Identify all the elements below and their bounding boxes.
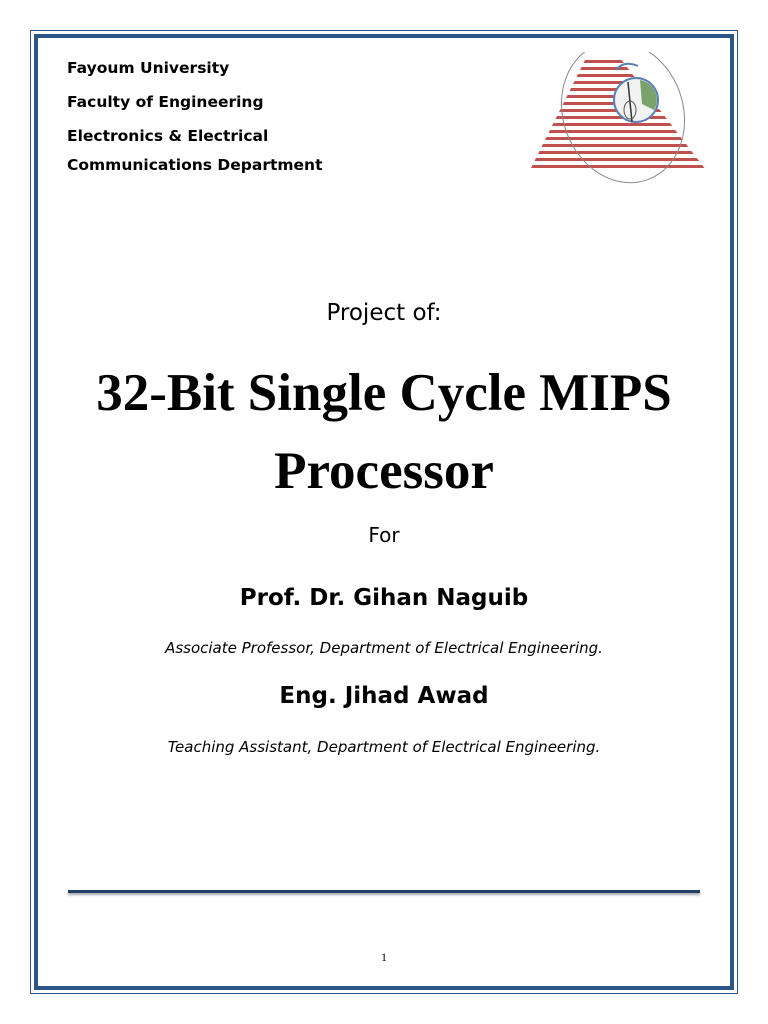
- assistant-role: Teaching Assistant, Department of Electrical Engineering.: [167, 738, 601, 756]
- project-title: [34, 354, 734, 510]
- faculty-of-engineering-logo-icon: [528, 52, 708, 192]
- faculty-name: Faculty of Engineering: [67, 93, 264, 111]
- supervisor-name: Prof. Dr. Gihan Naguib: [239, 585, 529, 611]
- orbit-ring: [542, 52, 704, 192]
- university-name: Fayoum University: [67, 59, 230, 77]
- project-of-label: Project of:: [326, 300, 442, 326]
- footer-divider: [68, 890, 700, 893]
- department-name-line2: Communications Department: [67, 156, 323, 174]
- project-title-line1: 32-Bit Single Cycle MIPS: [96, 364, 672, 422]
- supervisor-role: Associate Professor, Department of Electrical Engineering.: [165, 639, 603, 657]
- for-label: For: [368, 523, 400, 547]
- department-name-line1: Electronics & Electrical: [67, 127, 269, 145]
- assistant-name: Eng. Jihad Awad: [279, 683, 489, 709]
- page-number: 1: [381, 950, 387, 964]
- project-title-line2: Processor: [274, 442, 494, 500]
